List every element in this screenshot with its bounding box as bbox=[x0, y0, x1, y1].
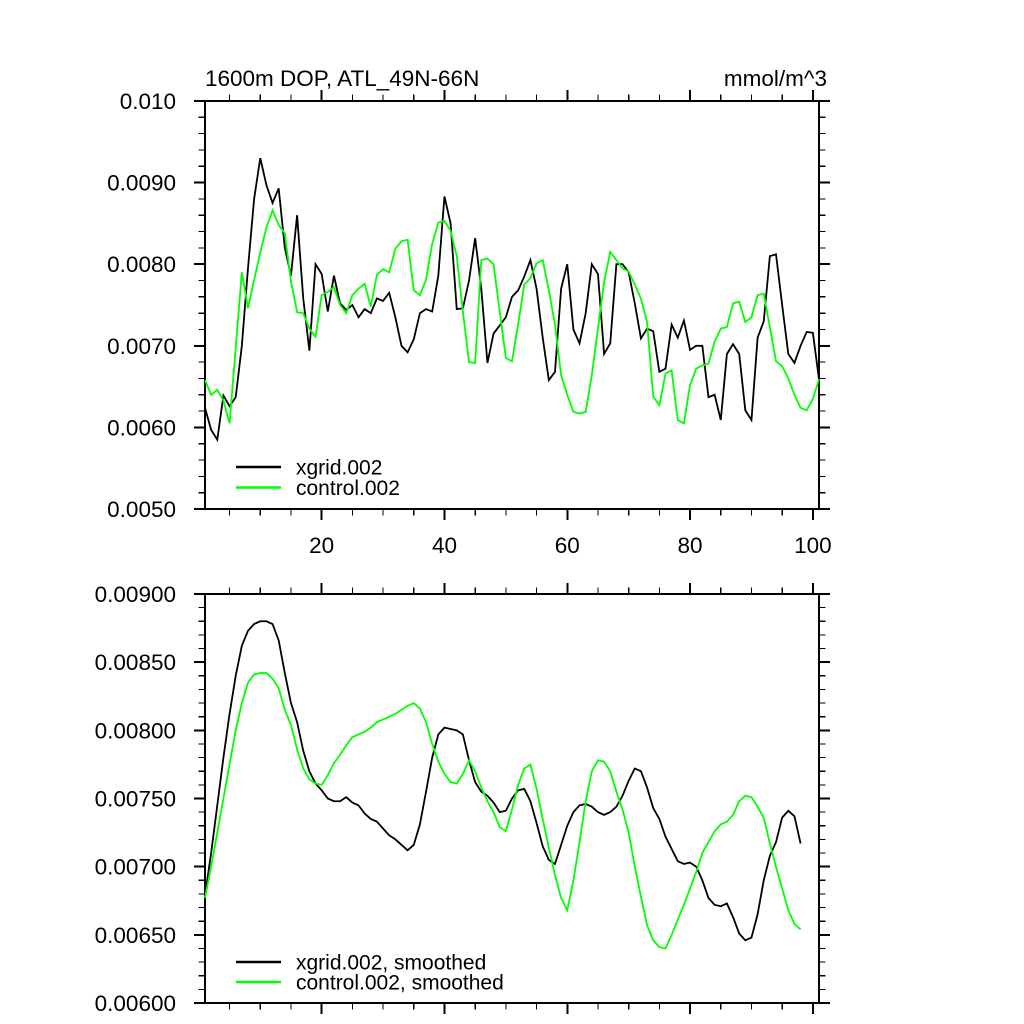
x-tick-label: 40 bbox=[431, 533, 457, 558]
legend-label: control.002, smoothed bbox=[296, 971, 504, 995]
series-line-xgrid-002 bbox=[205, 158, 819, 440]
y-tick-label: 0.00750 bbox=[94, 786, 176, 812]
legend-label: xgrid.002, smoothed bbox=[296, 951, 487, 975]
y-tick-label: 0.00700 bbox=[94, 854, 176, 880]
x-tick-label: 100 bbox=[794, 533, 832, 558]
y-tick-label: 0.0050 bbox=[107, 497, 176, 522]
y-tick-label: 0.0090 bbox=[107, 170, 176, 196]
y-tick-label: 0.00900 bbox=[94, 582, 176, 607]
y-tick-label: 0.00650 bbox=[94, 922, 176, 948]
chart-title: 1600m DOP, ATL_49N-66N bbox=[205, 66, 480, 91]
x-tick-label: 20 bbox=[309, 533, 335, 558]
series-line-xgrid-002-smoothed bbox=[205, 621, 801, 940]
series-line-control-002 bbox=[205, 210, 819, 423]
legend-label: control.002 bbox=[296, 477, 400, 500]
x-tick-label: 60 bbox=[554, 533, 580, 558]
legend-label: xgrid.002 bbox=[296, 456, 383, 480]
y-tick-label: 0.010 bbox=[119, 89, 176, 114]
units-label: mmol/m^3 bbox=[723, 66, 827, 91]
x-tick-label: 80 bbox=[677, 533, 703, 558]
plot-frame bbox=[205, 101, 819, 509]
y-tick-label: 0.00850 bbox=[94, 650, 176, 676]
y-tick-label: 0.0060 bbox=[107, 415, 176, 441]
y-tick-label: 0.0080 bbox=[107, 252, 176, 278]
y-tick-label: 0.0070 bbox=[107, 333, 176, 359]
y-tick-label: 0.00600 bbox=[94, 991, 176, 1016]
y-tick-label: 0.00800 bbox=[94, 718, 176, 744]
